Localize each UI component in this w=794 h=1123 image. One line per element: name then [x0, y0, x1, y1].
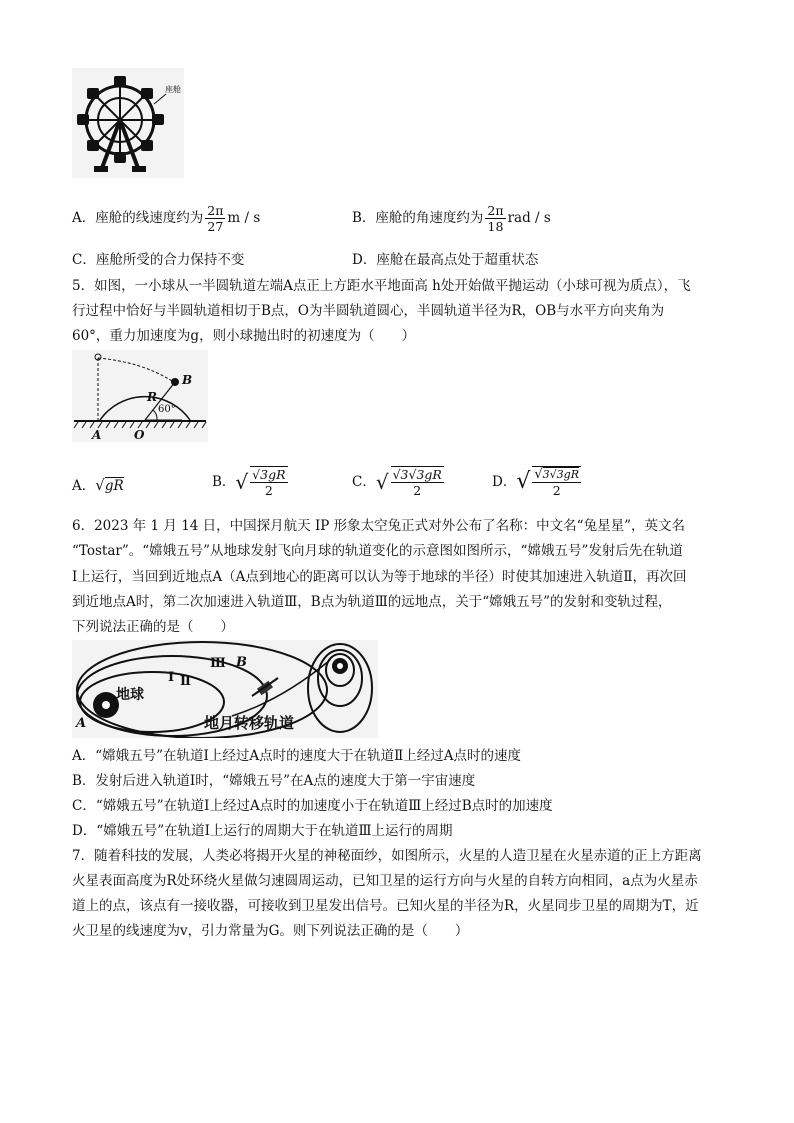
q6-option-d: D．“嫦娥五号”在轨道Ⅰ上运行的周期大于在轨道Ⅲ上运行的周期 [72, 823, 453, 839]
figure-label-cabin: 座舱 [165, 85, 181, 94]
fraction: $\frac{2\pi}{27}$ [207, 203, 224, 234]
ferris-wheel-figure [72, 68, 184, 178]
q4-option-d: D．座舱在最高点处于超重状态 [352, 252, 539, 268]
fraction: $\frac{√3√3gR}{2}$ [534, 467, 579, 498]
q7-line-4: 火卫星的线速度为v，引力常量为G。则下列说法正确的是（ ） [72, 923, 469, 939]
label-orbit-1: Ⅰ [168, 670, 175, 685]
q5-option-a: A．√gR [72, 476, 124, 494]
q6-option-c: C．“嫦娥五号”在轨道Ⅰ上经过A点时的加速度小于在轨道Ⅲ上经过B点时的加速度 [72, 798, 553, 814]
q4-option-c: C．座舱所受的合力保持不变 [72, 252, 245, 268]
label-b: B [182, 373, 193, 387]
q5-option-b: B．√ $\frac{√3gR}{2}$ [212, 467, 286, 498]
q6-line-4: 到近地点A时，第二次加速进入轨道Ⅲ，B点为轨道Ⅲ的远地点，关于“嫦娥五号”的发射和变轨过程， [72, 594, 672, 610]
q6-line-3: Ⅰ上运行，当回到近地点A（A点到地心的距离可以认为等于地球的半径）时使其加速进入轨道Ⅱ，再次回 [72, 569, 687, 585]
orbit-figure [72, 640, 378, 738]
q5-line-1: 5．如图，一小球从一半圆轨道左端A点正上方距水平地面高 h处开始做平抛运动（小球可视为质点），飞 [72, 278, 691, 294]
label-transfer-orbit: 地月转移轨道 [204, 714, 295, 732]
label-a: A [76, 716, 87, 731]
q7-line-3: 道上的点，该点有一接收器，可接收到卫星发出信号。已知火星的半径为R，火星同步卫星的周期为T，近 [72, 898, 699, 914]
q6-option-b: B．发射后进入轨道Ⅰ时，“嫦娥五号”在A点的速度大于第一宇宙速度 [72, 773, 476, 789]
q7-line-2: 火星表面高度为R处环绕火星做匀速圆周运动，已知卫星的运行方向与火星的自转方向相同，a点为火星赤 [72, 873, 698, 889]
q6-line-5: 下列说法正确的是（ ） [72, 619, 234, 635]
q7-line-1: 7．随着科技的发展，人类必将揭开火星的神秘面纱，如图所示，火星的人造卫星在火星赤道的正上方距离 [72, 848, 702, 864]
fraction: $\frac{√3gR}{2}$ [252, 467, 286, 498]
q4-option-b: B．座舱的角速度约为 $\frac{2\pi}{18}$ rad / s [352, 203, 551, 234]
q6-line-2: “Tostar”。“嫦娥五号”从地球发射飞向月球的轨道变化的示意图如图所示，“嫦娥五号”发射后先在轨道 [72, 543, 683, 559]
fraction: $\frac{√3√3gR}{2}$ [392, 467, 442, 498]
fraction: $\frac{2\pi}{18}$ [487, 203, 504, 234]
q5-option-c: C．√ $\frac{√3√3gR}{2}$ [352, 467, 442, 498]
label-r: R [147, 390, 157, 404]
label-o: O [134, 428, 145, 442]
q5-line-3: 60°，重力加速度为g，则小球抛出时的初速度为（ ） [72, 328, 416, 344]
q6-option-a: A．“嫦娥五号”在轨道Ⅰ上经过A点时的速度大于在轨道Ⅱ上经过A点时的速度 [72, 748, 522, 764]
semicircle-track-figure [72, 350, 208, 442]
satellite-icon [252, 678, 278, 696]
q6-line-1: 6．2023 年 1 月 14 日，中国探月航天 IP 形象太空兔正式对外公布了名称：中文名“兔星星”，英文名 [72, 518, 685, 534]
label-b: B [236, 655, 247, 670]
label-earth: 地球 [116, 687, 144, 703]
q5-line-2: 行过程中恰好与半圆轨道相切于B点，O为半圆轨道圆心，半圆轨道半径为R，OB与水平方向夹角为 [72, 303, 665, 319]
label-angle: 60° [158, 404, 176, 415]
label-a: A [92, 428, 102, 442]
label-orbit-3: Ⅲ [210, 656, 226, 671]
q4-option-a: A．座舱的线速度约为 $\frac{2\pi}{27}$ m / s [72, 203, 261, 234]
label-orbit-2: Ⅱ [180, 674, 191, 689]
q5-option-d: D．√ $\frac{√3√3gR}{2}$ [492, 467, 579, 498]
